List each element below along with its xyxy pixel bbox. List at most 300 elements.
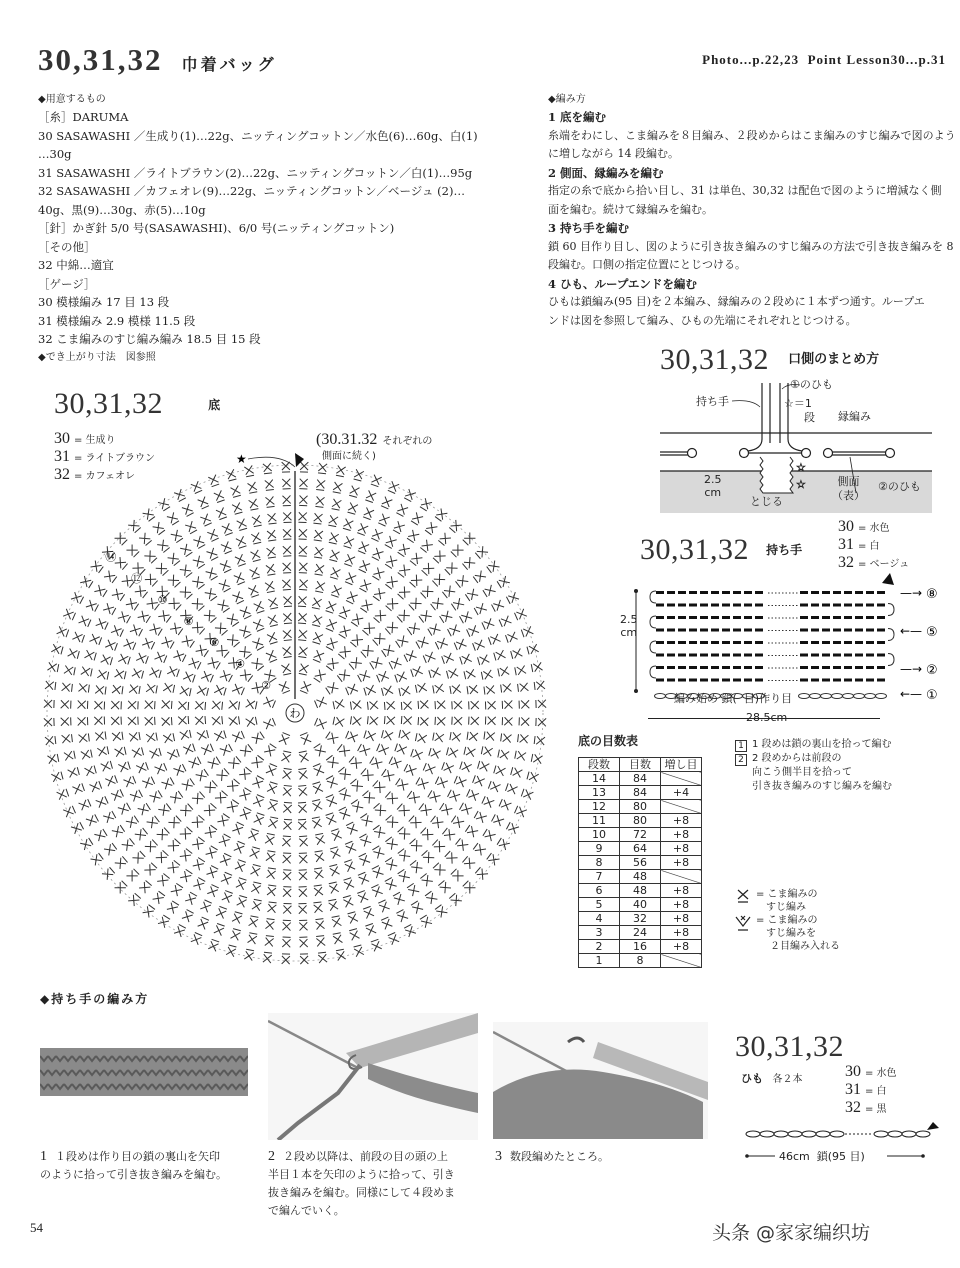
- label-string-1: ①のひも: [790, 378, 833, 391]
- stitch-symbol: [204, 803, 217, 816]
- stitch-symbol: [170, 791, 183, 803]
- stitch-symbol: [180, 586, 193, 599]
- increase-cell: +4: [661, 786, 702, 800]
- label-sew: とじる: [750, 495, 783, 508]
- stitch-symbol: [337, 744, 350, 756]
- caption-text: 半目１本を矢印のように拾って、引き: [268, 1168, 455, 1181]
- table-row: [579, 828, 702, 842]
- stitch-symbol: [299, 937, 307, 947]
- stitch-symbol: [467, 789, 479, 800]
- stitch-symbol: [263, 718, 275, 729]
- svg-text:⑧: ⑧: [926, 587, 938, 602]
- stitch-symbol: [348, 502, 358, 514]
- stitch-symbol: [388, 481, 399, 493]
- stitch-symbol: [395, 672, 407, 683]
- stitch-symbol: [354, 469, 364, 481]
- materials-list: [38, 108, 518, 349]
- stitch-symbol: [128, 701, 138, 709]
- stitch-symbol: [385, 556, 397, 569]
- stitch-symbol: [283, 870, 291, 880]
- stitch-symbol: [435, 777, 447, 789]
- stitch-symbol: [420, 540, 432, 553]
- stitch-symbol: [359, 560, 371, 572]
- stitch-symbol: [398, 849, 410, 862]
- stitch-symbol: [448, 790, 461, 802]
- row-number-cell: 11: [579, 814, 620, 828]
- stitch-symbol: [373, 588, 385, 601]
- stitch-symbol: [232, 502, 242, 514]
- handle-row: [656, 679, 885, 682]
- label-size-value: 2.5: [704, 473, 722, 486]
- stitch-symbol: [519, 717, 529, 725]
- stitch-symbol: [451, 544, 464, 557]
- stitch-symbol: [385, 878, 397, 891]
- stitch-symbol: [350, 700, 361, 709]
- stitch-symbol: [163, 733, 174, 743]
- table-row: [579, 800, 702, 814]
- stitch-symbol: [263, 697, 275, 708]
- stitch-symbol: [226, 469, 236, 481]
- instruction-step-text: 指定の糸で底から拾い目し、31 は単色、30,32 は配色で図のように増減なく側: [548, 184, 942, 197]
- stitch-symbol: [104, 571, 117, 583]
- row-number-cell: 13: [579, 786, 620, 800]
- stitch-symbol: [44, 718, 54, 726]
- chain-stitch: [865, 694, 876, 699]
- stitch-symbol: [135, 828, 148, 840]
- handle-color-31: 31 = 白: [838, 536, 880, 553]
- stitch-symbol: [358, 541, 369, 553]
- stitch-symbol: [384, 716, 395, 725]
- stitch-symbol: [351, 800, 363, 813]
- stitch-symbol: [236, 536, 247, 548]
- stitch-symbol: [135, 586, 148, 598]
- stitch-symbol: [281, 751, 291, 762]
- stitch-symbol: [234, 572, 245, 584]
- stitch-symbol: [171, 530, 183, 543]
- stitch-symbol: [527, 772, 539, 782]
- stitch-symbol: [111, 625, 123, 636]
- stitch-symbol: [217, 814, 229, 827]
- stitch-symbol: [312, 782, 323, 794]
- stitch-symbol: [282, 920, 290, 930]
- stitch-symbol: [206, 568, 218, 581]
- table-row: [579, 772, 702, 786]
- stitch-symbol: [170, 623, 183, 635]
- stitch-symbol: [364, 685, 376, 696]
- stitch-symbol: [226, 945, 236, 957]
- label-side-front: （表）: [832, 489, 865, 502]
- stitch-symbol: [185, 892, 197, 905]
- stitch-symbol: [385, 792, 398, 805]
- stitch-symbol: [451, 598, 464, 610]
- stitch-symbol: [154, 652, 166, 663]
- stitch-symbol: [266, 764, 277, 776]
- stitch-symbol: [221, 541, 232, 553]
- stitch-symbol: [502, 717, 512, 725]
- stitch-symbol: [267, 868, 276, 879]
- page-title: 巾着バッグ: [181, 55, 277, 74]
- stitch-symbol: [146, 733, 157, 743]
- stitch-symbol: [197, 730, 209, 740]
- stitch-symbol: [395, 744, 407, 755]
- stitch-symbol: [237, 896, 247, 908]
- stitch-symbol: [235, 554, 246, 566]
- stitch-symbol: [250, 847, 260, 859]
- stitch-symbol: [411, 901, 423, 914]
- stitch-symbol: [429, 748, 441, 758]
- stitch-symbol: [167, 749, 179, 760]
- table-row: [579, 912, 702, 926]
- stitch-symbol: [157, 540, 169, 553]
- stitch-symbol: [253, 795, 264, 807]
- stitch-symbol: [252, 515, 262, 526]
- stitch-symbol: [232, 684, 244, 695]
- stitch-symbol: [485, 701, 495, 709]
- stitch-count-cell: 40: [620, 898, 661, 912]
- stitch-symbol: [299, 479, 307, 489]
- star-icon: ☆: [796, 478, 806, 491]
- stitch-symbol: [192, 576, 204, 589]
- stitch-symbol: [207, 548, 219, 561]
- stitch-symbol: [118, 611, 131, 623]
- photo-reference: Photo...p.22,23 Point Lesson30...p.31: [702, 52, 946, 67]
- stitch-symbol: [118, 654, 130, 665]
- handle-row: [656, 591, 885, 594]
- stitch-count-cell: 48: [620, 884, 661, 898]
- instruction-step-text: 鎖 60 目作り目し、図のように引き抜き編みのすじ編みの方法で引き抜き編みを 8: [548, 239, 954, 253]
- stitch-symbol: [283, 546, 291, 556]
- star-icon: ☆: [796, 461, 806, 474]
- stitch-symbol: [130, 790, 143, 802]
- stitch-symbol: [382, 645, 395, 657]
- stitch-symbol: [454, 639, 466, 650]
- stitch-symbol: [331, 585, 342, 597]
- stitch-symbol: [182, 635, 195, 647]
- table-row: [579, 940, 702, 954]
- stitch-symbol: [232, 912, 242, 924]
- stitch-symbol: [84, 766, 96, 776]
- row-number-cell: 8: [579, 856, 620, 870]
- handle-color-32: 32 = ベージュ: [838, 554, 910, 571]
- stitch-symbol: [231, 486, 241, 498]
- stitch-symbol: [234, 841, 245, 853]
- stitch-symbol: [333, 717, 344, 727]
- stitch-symbol: [240, 606, 252, 619]
- stitch-count-cell: 80: [620, 800, 661, 814]
- stitch-symbol: [326, 682, 339, 694]
- chain-stitch: [821, 694, 832, 699]
- stitch-symbol: [168, 553, 180, 566]
- stitch-symbol: [464, 747, 475, 757]
- handle-note-text: 1 段めは鎖の裏山を拾って編む: [752, 739, 892, 750]
- stitch-symbol: [62, 683, 73, 692]
- caption-text: ２段め以降は、前段の目の頭の上: [283, 1150, 448, 1163]
- stitch-symbol: [442, 828, 455, 840]
- stitch-symbol: [343, 878, 354, 890]
- stitch-symbol: [126, 598, 139, 610]
- stitch-symbol: [105, 775, 117, 786]
- stitch-symbol: [299, 529, 307, 539]
- stitch-symbol: [460, 654, 472, 665]
- stitch-symbol: [268, 817, 278, 828]
- stitch-symbol: [315, 581, 325, 592]
- string-length: 46cm 鎖(95 目): [779, 1150, 865, 1163]
- stitch-symbol: [235, 860, 246, 872]
- stitch-count-cell: 84: [620, 772, 661, 786]
- crochet-step-2-image: [268, 1013, 478, 1140]
- instructions-section: [548, 92, 958, 330]
- stitch-symbol: [433, 550, 446, 563]
- materials-line: 32 SASAWASHI ／カフェオレ(9)…22g、ニッティングコットン／ベージュ (2)…: [38, 184, 465, 198]
- row-number-cell: 2: [579, 940, 620, 954]
- label-edging: 縁編み: [838, 410, 871, 423]
- stitch-symbol: [232, 731, 244, 742]
- stitch-symbol: [122, 838, 135, 850]
- stitch-symbol: [330, 567, 340, 579]
- increase-cell: +8: [661, 940, 702, 954]
- stitch-symbol: [440, 611, 453, 623]
- stitch-symbol: [128, 717, 138, 725]
- row-marker: [900, 662, 938, 678]
- stitch-symbol: [385, 858, 397, 871]
- stitch-symbol: [267, 902, 276, 913]
- stitch-symbol: [298, 785, 307, 796]
- stitch-symbol: [456, 838, 469, 850]
- stitch-symbol: [372, 568, 384, 581]
- table-row: [579, 898, 702, 912]
- handle-row: [656, 604, 885, 607]
- stitch-symbol: [139, 880, 152, 893]
- stitch-symbol: [239, 788, 251, 801]
- stitch-symbol: [51, 772, 63, 782]
- stitch-symbol: [145, 574, 158, 587]
- stitch-symbol: [207, 866, 219, 879]
- stitch-symbol: [469, 717, 479, 725]
- row-number-cell: 9: [579, 842, 620, 856]
- stitch-symbol: [333, 699, 344, 709]
- stitch-symbol: [168, 598, 181, 611]
- chain-stitch: [810, 694, 821, 699]
- stitch-count-cell: 64: [620, 842, 661, 856]
- instruction-step-title: 2 側面、縁編みを編む: [548, 165, 664, 180]
- increase-cell: +8: [661, 912, 702, 926]
- stitch-symbol: [315, 564, 325, 575]
- stitch-symbol: [358, 670, 371, 682]
- stitch-symbol: [126, 544, 139, 557]
- stitch-symbol: [422, 850, 435, 863]
- stitch-symbol: [299, 495, 307, 505]
- svg-text:←—: ←—: [900, 687, 923, 701]
- stitch-symbol: [231, 929, 241, 941]
- stitch-symbol: [144, 863, 157, 876]
- stitch-symbol: [373, 633, 386, 646]
- stitch-symbol: [388, 933, 399, 945]
- table-header: 目数: [620, 758, 661, 772]
- stitch-symbol: [227, 779, 240, 792]
- stitch-symbol: [326, 813, 337, 825]
- sc-back-loop-symbol-icon: [734, 888, 754, 904]
- stitch-symbol: [449, 520, 462, 533]
- stitch-symbol: [315, 833, 325, 844]
- chain-stitch: [843, 694, 854, 699]
- stitch-symbol: [326, 658, 338, 671]
- stitch-symbol: [534, 681, 545, 690]
- label-size-unit: cm: [704, 486, 722, 499]
- stitch-symbol: [398, 869, 410, 882]
- stitch-symbol: [421, 828, 434, 841]
- stitch-symbol: [511, 649, 523, 659]
- stitch-symbol: [180, 827, 193, 840]
- stitch-symbol: [381, 497, 392, 509]
- stitch-symbol: [282, 462, 290, 472]
- sc-increase-symbol-icon: [734, 914, 754, 932]
- stitch-symbol: [222, 891, 233, 903]
- stitch-symbol: [153, 522, 165, 535]
- stitch-symbol: [401, 701, 412, 710]
- stitch-symbol: [283, 563, 292, 573]
- stitch-symbol: [183, 744, 195, 755]
- stitch-symbol: [180, 804, 193, 817]
- stitch-symbol: [248, 829, 259, 841]
- label-side: [832, 475, 865, 503]
- increase-cell: +8: [661, 856, 702, 870]
- stitch-symbol: [460, 803, 473, 815]
- mouth-diagram-title: 口側のまとめ方: [788, 352, 880, 367]
- stitch-symbol: [115, 747, 126, 757]
- stitch-symbol: [279, 681, 290, 693]
- stitch-symbol: [212, 716, 223, 725]
- handle-note-text: 2 段めからは前段の: [752, 753, 842, 764]
- stitch-symbol: [129, 685, 140, 694]
- stitch-symbol: [237, 519, 247, 531]
- stitch-symbol: [438, 880, 451, 893]
- materials-line: 30 模様編み 17 目 13 段: [38, 295, 170, 309]
- stitch-symbol: [488, 634, 500, 645]
- stitch-symbol: [433, 684, 444, 694]
- stitch-symbol: [253, 619, 264, 631]
- stitch-symbol: [173, 650, 186, 662]
- stitch-symbol: [497, 838, 510, 850]
- stitch-symbol: [483, 585, 496, 597]
- sewn-area: [760, 457, 793, 493]
- svg-text:—→: —→: [900, 586, 923, 600]
- stitch-symbol: [62, 734, 73, 743]
- stitch-symbol: [251, 882, 261, 893]
- stitch-symbol: [521, 789, 533, 800]
- stitch-symbol: [168, 816, 181, 829]
- stitch-symbol: [136, 653, 148, 664]
- base-stitch-chart: [40, 445, 560, 985]
- stitch-symbol: [428, 790, 441, 802]
- photo-caption: [495, 1148, 710, 1166]
- caption-text: 抜き編みを編む。同様にして４段めま: [268, 1186, 455, 1199]
- stitch-symbol: [283, 903, 291, 913]
- stitch-symbol: [96, 618, 108, 629]
- stitch-symbol: [445, 851, 458, 864]
- stitch-symbol: [344, 860, 355, 872]
- continue-arrow: [248, 457, 295, 467]
- stitch-symbol: [435, 509, 447, 522]
- caption-text: で編んでいく。: [268, 1204, 345, 1217]
- stitch-symbol: [469, 701, 479, 709]
- stitch-symbol: [407, 530, 419, 543]
- stitch-symbol: [396, 910, 408, 923]
- increase-cell: [661, 954, 702, 968]
- stitch-symbol: [239, 626, 251, 639]
- caption-text: 数段編めたところ。: [510, 1150, 609, 1163]
- stitch-symbol: [228, 756, 241, 769]
- stitch-symbol: [126, 816, 139, 828]
- stitch-symbol: [282, 647, 291, 658]
- stitch-symbol: [45, 736, 56, 745]
- stitch-symbol: [433, 863, 446, 876]
- stitch-symbol: [192, 598, 205, 611]
- handle-note-text: 向こう側半目を拾って: [752, 767, 852, 778]
- stitch-symbol: [418, 700, 429, 709]
- stitch-symbol: [198, 917, 209, 929]
- row-number-cell: 4: [579, 912, 620, 926]
- stitch-symbol: [251, 755, 263, 768]
- stitch-symbol: [339, 807, 351, 820]
- stitch-symbol: [518, 734, 529, 743]
- stitch-symbol: [180, 565, 192, 578]
- stitch-symbol: [236, 878, 247, 890]
- stitch-symbol: [328, 899, 338, 910]
- instruction-step-text: ンドは図を参照して編み、ひもの先端にそれぞれとじつける。: [548, 313, 857, 327]
- stitch-symbol: [207, 885, 218, 897]
- handle-width-line: [648, 718, 880, 719]
- stitch-symbol: [411, 512, 423, 525]
- stitch-symbol: [182, 504, 194, 517]
- stitch-symbol: [78, 733, 89, 742]
- row-number-cell: 1: [579, 954, 620, 968]
- stitch-symbol: [478, 655, 490, 665]
- stitch-count-cell: 48: [620, 870, 661, 884]
- stitch-symbol: [216, 507, 227, 519]
- stitch-symbol: [421, 586, 434, 599]
- legend-item-sc-back-loop: = こま編みの すじ編み: [734, 888, 840, 914]
- stitch-symbol: [72, 632, 84, 643]
- stitch-symbol: [465, 589, 478, 601]
- stitch-symbol: [398, 544, 410, 557]
- stitch-symbol: [115, 669, 126, 679]
- mouth-diagram-numbers: 30,31,32: [660, 343, 769, 376]
- stitch-symbol: [161, 717, 171, 726]
- stitch-symbol: [282, 495, 290, 505]
- stitch-count-cell: 24: [620, 926, 661, 940]
- handle-note-text: 引き抜き編みのすじ編みを編む: [752, 781, 892, 792]
- stitch-symbol: [266, 851, 276, 862]
- stitch-symbol: [282, 954, 290, 964]
- stitch-symbol: [156, 563, 169, 576]
- stitch-symbol: [78, 683, 89, 692]
- stitch-symbol: [371, 529, 382, 541]
- stitch-symbol: [329, 882, 339, 893]
- instructions-heading: ◆編み方: [548, 94, 586, 105]
- string-diagram: [735, 1030, 950, 1170]
- stitch-symbol: [371, 939, 382, 951]
- stitch-symbol: [240, 807, 252, 820]
- stitch-symbol: [401, 716, 412, 725]
- stitch-symbol: [197, 686, 209, 696]
- stitch-symbol: [220, 560, 232, 572]
- stitch-symbol: [201, 671, 213, 682]
- stitch-symbol: [94, 829, 107, 841]
- stitch-symbol: [329, 550, 339, 562]
- string-color-list: [845, 1064, 897, 1118]
- round-label: ⑥: [209, 636, 220, 650]
- stitch-symbol: [208, 757, 221, 769]
